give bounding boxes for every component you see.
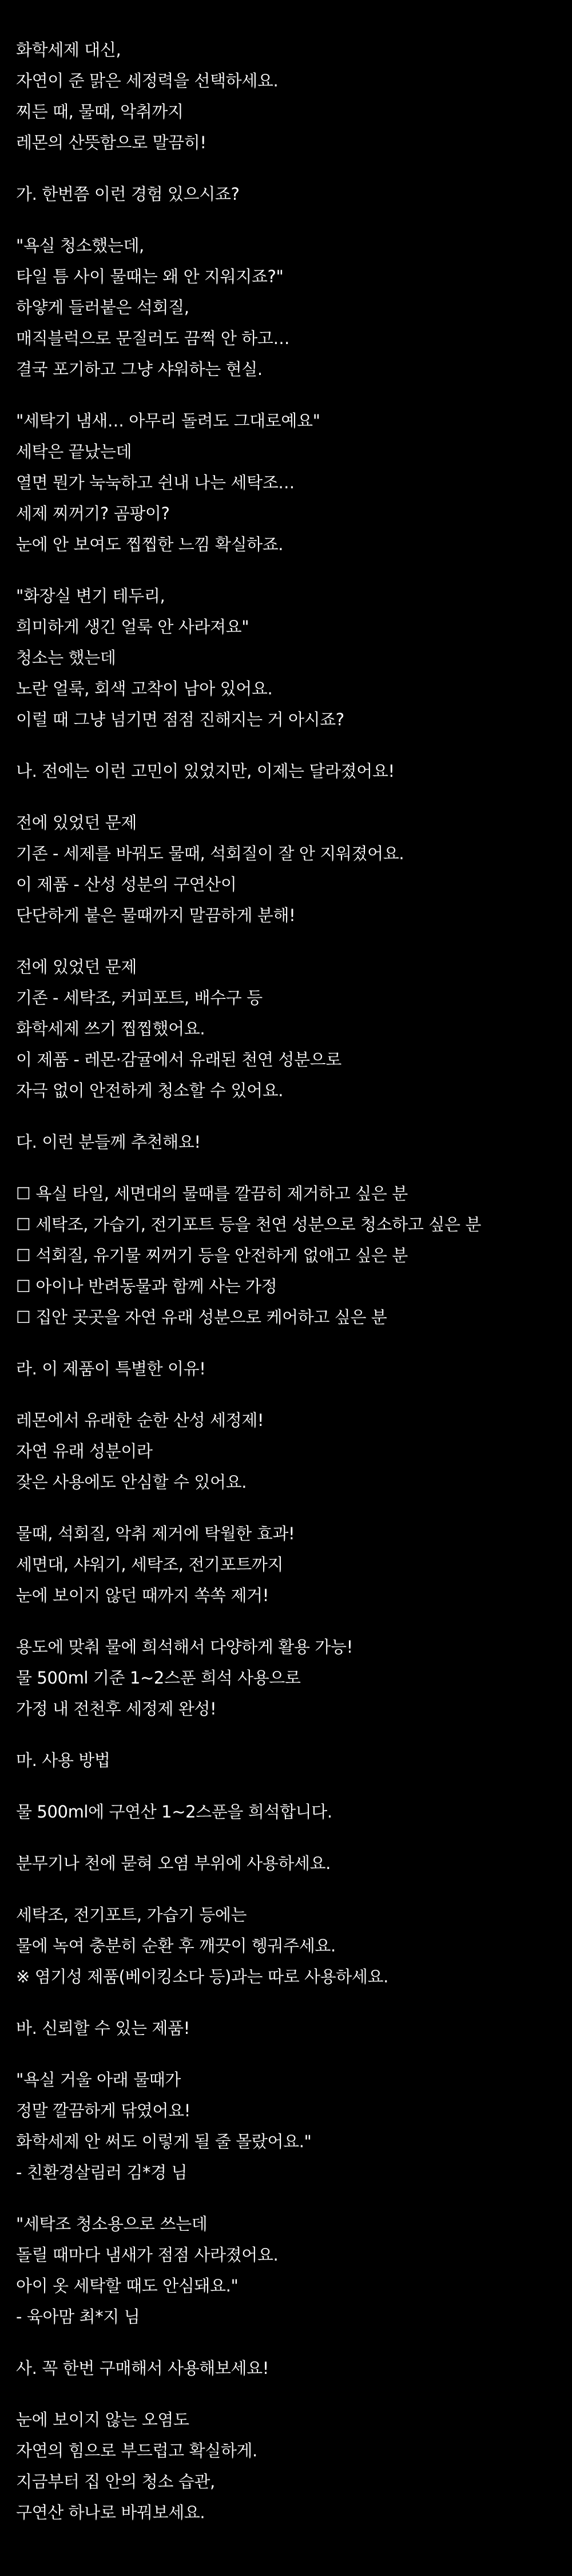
text-line: "세탁조 청소용으로 쓰는데 xyxy=(16,2214,208,2234)
text-line: 화학세제 대신, xyxy=(16,40,121,60)
section-heading xyxy=(16,756,543,787)
text-paragraph xyxy=(16,807,543,931)
text-line: 하얗게 들러붙은 석회질, xyxy=(16,298,189,317)
text-line: 눈에 보이지 않는 오염도 xyxy=(16,2410,189,2429)
text-line: 물 500ml에 구연산 1~2스푼을 희석합니다. xyxy=(16,1802,332,1822)
text-line: 물때, 석회질, 악취 제거에 탁월한 효과! xyxy=(16,1524,295,1543)
checklist-item: ☐ 집안 곳곳을 자연 유래 성분으로 케어하고 싶은 분 xyxy=(16,1307,387,1327)
text-line: 전에 있었던 문제 xyxy=(16,813,137,832)
text-line: 물에 녹여 충분히 순환 후 깨끗이 헹궈주세요. xyxy=(16,1936,336,1955)
text-line: 세면대, 샤워기, 세탁조, 전기포트까지 xyxy=(16,1555,284,1574)
text-line: 자연 유래 성분이라 xyxy=(16,1441,153,1461)
text-line: 결국 포기하고 그냥 샤워하는 현실. xyxy=(16,359,263,379)
text-line: 눈에 보이지 않던 때까지 쏙쏙 제거! xyxy=(16,1586,269,1605)
text-paragraph xyxy=(16,580,543,735)
heading-text: 나. 전에는 이런 고민이 있었지만, 이제는 달라졌어요! xyxy=(16,761,395,781)
checklist-item: ☐ 석회질, 유기물 찌꺼기 등을 안전하게 없애고 싶은 분 xyxy=(16,1246,408,1265)
heading-text: 마. 사용 방법 xyxy=(16,1751,110,1770)
text-paragraph xyxy=(16,2064,543,2188)
text-line: 열면 뭔가 눅눅하고 쉰내 나는 세탁조… xyxy=(16,473,295,492)
heading-text: 사. 꼭 한번 구매해서 사용해보세요! xyxy=(16,2358,269,2378)
text-line: 매직블럭으로 문질러도 끔쩍 안 하고… xyxy=(16,329,290,348)
section-heading xyxy=(16,1745,543,1776)
text-paragraph xyxy=(16,405,543,560)
text-line: "욕실 청소했는데, xyxy=(16,236,144,255)
checklist-item: ☐ 욕실 타일, 세면대의 물때를 깔끔히 제거하고 싶은 분 xyxy=(16,1184,408,1203)
section-heading xyxy=(16,1127,543,1157)
heading-text: 바. 신뢰할 수 있는 제품! xyxy=(16,2018,190,2038)
text-paragraph xyxy=(16,1796,543,1827)
text-line: 용도에 맞춰 물에 희석해서 다양하게 활용 가능! xyxy=(16,1637,353,1657)
text-line: 지금부터 집 안의 청소 습관, xyxy=(16,2472,215,2491)
text-line: ※ 염기성 제품(베이킹소다 등)과는 따로 사용하세요. xyxy=(16,1967,388,1986)
text-line: - 육아맘 최*지 님 xyxy=(16,2307,140,2326)
text-line: 가정 내 전천후 세정제 완성! xyxy=(16,1699,217,1718)
text-line: 레몬에서 유래한 순한 산성 세정제! xyxy=(16,1411,264,1430)
text-paragraph xyxy=(16,2404,543,2528)
text-line: 자극 없이 안전하게 청소할 수 있어요. xyxy=(16,1081,284,1100)
text-line: 자연의 힘으로 부드럽고 확실하게. xyxy=(16,2441,257,2460)
text-line: 눈에 안 보여도 찝찝한 느낌 확실하죠. xyxy=(16,535,284,554)
text-line: 세제 찌꺼기? 곰팡이? xyxy=(16,504,170,523)
text-paragraph xyxy=(16,1518,543,1611)
heading-text: 라. 이 제품이 특별한 이유! xyxy=(16,1359,206,1378)
text-line: 잦은 사용에도 안심할 수 있어요. xyxy=(16,1472,247,1492)
text-line: 세탁은 끝났는데 xyxy=(16,442,132,461)
text-paragraph xyxy=(16,1848,543,1879)
text-line: 돌릴 때마다 냄새가 점점 사라졌어요. xyxy=(16,2245,279,2265)
section-heading xyxy=(16,179,543,210)
checklist-item: ☐ 아이나 반려동물과 함께 사는 가정 xyxy=(16,1277,277,1296)
heading-text: 다. 이런 분들께 추천해요! xyxy=(16,1132,201,1152)
text-paragraph xyxy=(16,951,543,1106)
text-line: 화학세제 안 써도 이렇게 될 줄 몰랐어요." xyxy=(16,2132,312,2151)
text-line: 자연이 준 맑은 세정력을 선택하세요. xyxy=(16,71,279,90)
text-line: 구연산 하나로 바꿔보세요. xyxy=(16,2503,205,2522)
text-line: 희미하게 생긴 얼룩 안 사라져요" xyxy=(16,617,249,637)
text-line: 세탁조, 전기포트, 가습기 등에는 xyxy=(16,1905,247,1925)
text-line: 분무기나 천에 묻혀 오염 부위에 사용하세요. xyxy=(16,1854,331,1873)
section-heading xyxy=(16,2013,543,2044)
text-paragraph xyxy=(16,1631,543,1724)
text-line: 기존 - 세탁조, 커피포트, 배수구 등 xyxy=(16,988,263,1008)
text-line: 타일 틈 사이 물때는 왜 안 지워지죠?" xyxy=(16,267,284,286)
section-heading xyxy=(16,2353,543,2384)
text-paragraph xyxy=(16,1405,543,1498)
text-line: 찌든 때, 물때, 악취까지 xyxy=(16,102,184,121)
checklist xyxy=(16,1178,543,1333)
text-line: - 친환경살림러 김*경 님 xyxy=(16,2163,188,2182)
text-line: 정말 깔끔하게 닦였어요! xyxy=(16,2101,191,2120)
text-paragraph xyxy=(16,1899,543,1992)
text-line: 물 500ml 기준 1~2스푼 희석 사용으로 xyxy=(16,1668,301,1688)
text-line: 아이 옷 세탁할 때도 안심돼요." xyxy=(16,2276,239,2296)
text-line: 이 제품 - 산성 성분의 구연산이 xyxy=(16,875,237,894)
text-paragraph xyxy=(16,34,543,158)
text-line: 청소는 했는데 xyxy=(16,648,116,667)
checklist-item: ☐ 세탁조, 가습기, 전기포트 등을 천연 성분으로 청소하고 싶은 분 xyxy=(16,1215,481,1234)
text-line: 이럴 때 그냥 넘기면 점점 진해지는 거 아시죠? xyxy=(16,710,344,729)
text-line: 화학세제 쓰기 찝찝했어요. xyxy=(16,1019,205,1038)
heading-text: 가. 한번쯤 이런 경험 있으시죠? xyxy=(16,184,240,204)
text-line: 기존 - 세제를 바꿔도 물때, 석회질이 잘 안 지워졌어요. xyxy=(16,844,404,863)
text-line: 노란 얼룩, 회색 고착이 남아 있어요. xyxy=(16,679,273,698)
text-paragraph xyxy=(16,230,543,385)
text-line: "세탁기 냄새… 아무리 돌려도 그대로예요" xyxy=(16,411,320,430)
text-line: 레몬의 산뜻함으로 말끔히! xyxy=(16,133,206,152)
text-line: 이 제품 - 레몬·감귤에서 유래된 천연 성분으로 xyxy=(16,1050,341,1069)
text-line: 단단하게 붙은 물때까지 말끔하게 분해! xyxy=(16,906,296,925)
text-line: "욕실 거울 아래 물때가 xyxy=(16,2070,181,2089)
text-line: 전에 있었던 문제 xyxy=(16,957,137,977)
section-heading xyxy=(16,1353,543,1384)
text-line: "화장실 변기 테두리, xyxy=(16,586,165,606)
text-paragraph xyxy=(16,2208,543,2332)
